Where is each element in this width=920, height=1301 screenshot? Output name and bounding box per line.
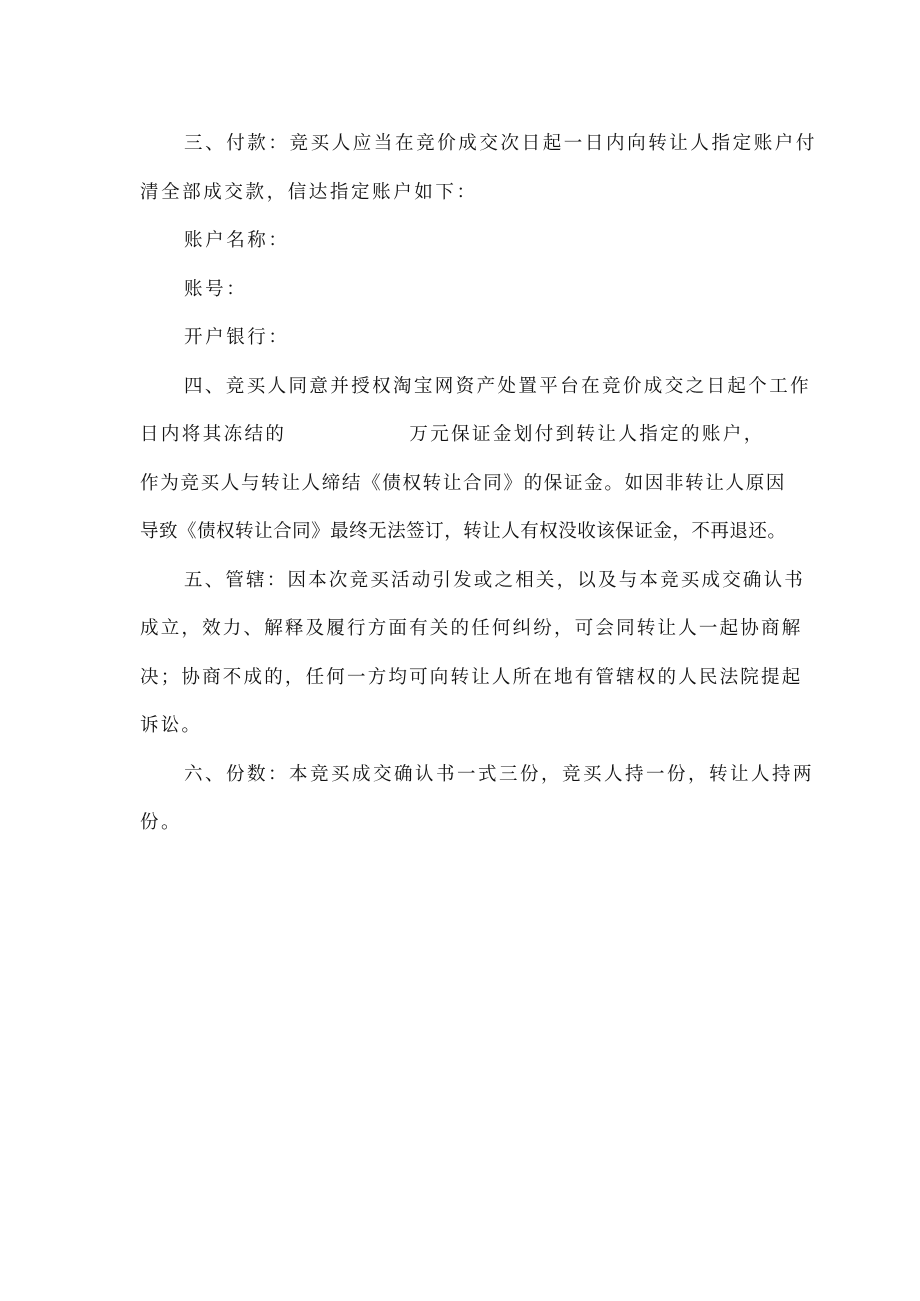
account-bank-label: 开户银行：	[184, 327, 290, 348]
section-6-copies-line-1: 六、份数：本竞买成交确认书一式三份，竞买人持一份，转让人持两	[184, 763, 815, 785]
section-3-payment-line-2: 清全部成交款，信达指定账户如下：	[140, 181, 478, 203]
document-body	[140, 124, 818, 852]
section-5-jurisdiction-line-2: 成立，效力、解释及履行方面有关的任何纠纷，可会同转让人一起协商解	[140, 618, 803, 639]
account-name-label: 账户名称：	[184, 230, 290, 251]
section-5-jurisdiction-line-1: 五、管辖：因本次竞买活动引发或之相关，以及与本竞买成交确认书	[184, 569, 806, 591]
section-4-deposit-line-2	[140, 415, 785, 464]
section-4-deposit-line-3: 作为竞买人与转让人缔结《债权转让合同》的保证金。如因非转让人原因	[140, 472, 785, 494]
section-5-jurisdiction-line-4: 诉讼。	[140, 715, 203, 736]
section-4-deposit-line-2-part-1: 日内将其冻结的	[140, 424, 287, 445]
section-4-deposit-line-1: 四、竞买人同意并授权淘宝网资产处置平台在竞价成交之日起个工作	[184, 375, 812, 397]
section-5-jurisdiction-line-3: 决；协商不成的，任何一方均可向转让人所在地有管辖权的人民法院提起	[140, 666, 803, 688]
section-3-payment-line-1: 三、付款：竞买人应当在竞价成交次日起一日内向转让人指定账户付	[184, 133, 818, 154]
section-4-deposit-line-2-part-2: 万元保证金划付到转让人指定的账户，	[409, 424, 765, 445]
section-6-copies-line-2: 份。	[140, 812, 183, 833]
section-4-deposit-line-4: 导致《债权转让合同》最终无法签订，转让人有权没收该保证金，不再退还。	[140, 521, 785, 542]
account-number-label: 账号：	[184, 278, 248, 300]
